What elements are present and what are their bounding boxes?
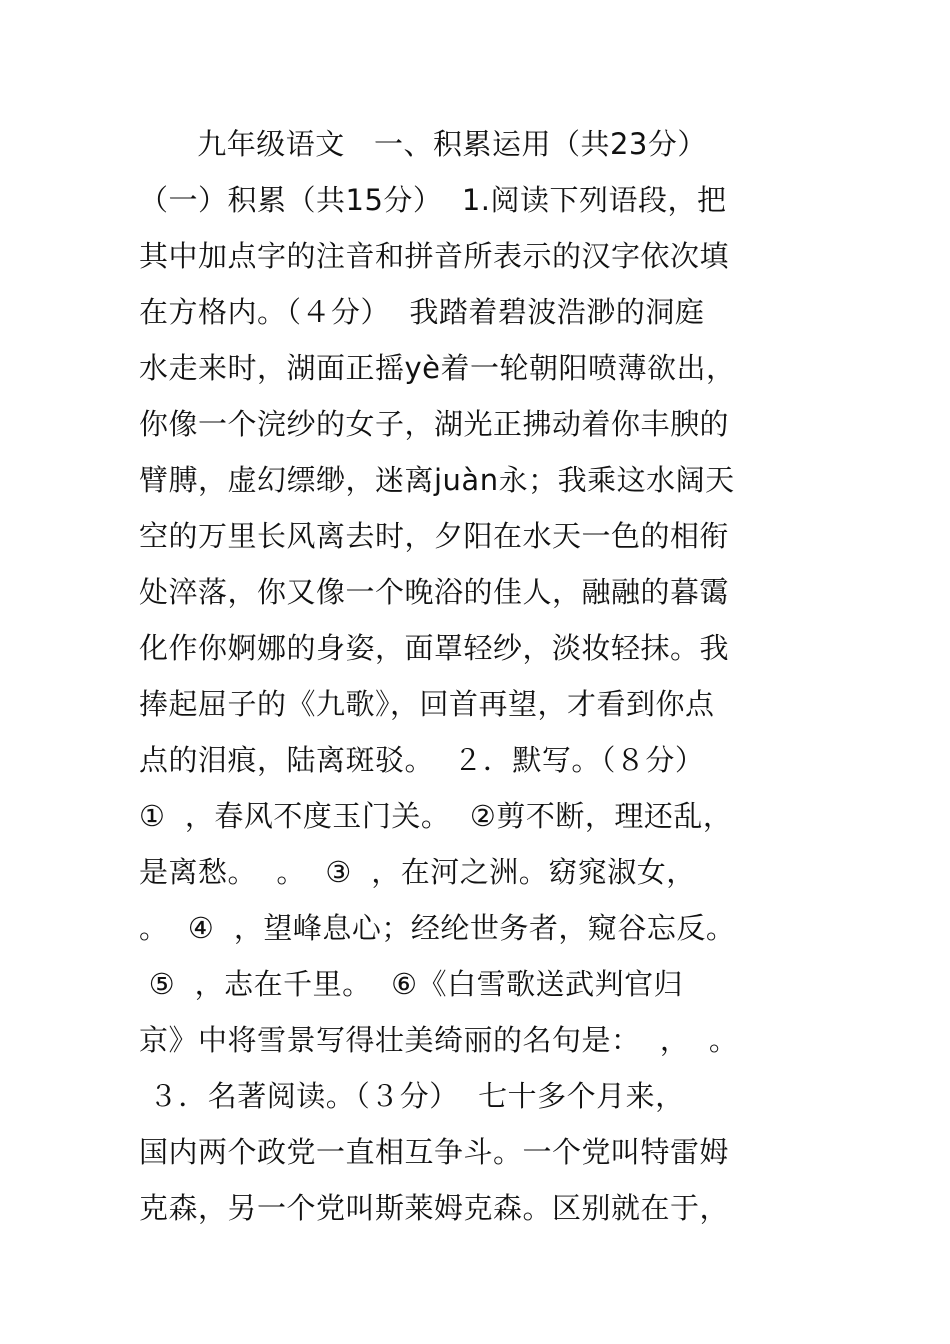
text-line: 在方格内。（４分） 我踏着碧波浩渺的洞庭 xyxy=(139,295,705,329)
text-line: 处淬落，你又像一个晚浴的佳人，融融的暮霭 xyxy=(139,575,730,609)
text-line: 克森，另一个党叫斯莱姆克森。区别就在于， xyxy=(139,1191,730,1225)
text-line: 空的万里长风离去时，夕阳在水天一色的相衔 xyxy=(139,519,730,553)
text-line: 九年级语文 一、积累运用（共23分） xyxy=(139,127,707,161)
text-line: 。 ④ ，望峰息心；经纶世务者，窥谷忘反。 xyxy=(139,911,736,945)
text-line: 点的泪痕，陆离斑驳。 ２．默写。（８分） xyxy=(139,743,705,777)
text-line: 捧起屈子的《九歌》，回首再望，才看到你点 xyxy=(139,687,715,721)
text-line: （一）积累（共15分） 1.阅读下列语段，把 xyxy=(139,183,727,217)
text-line: 你像一个浣纱的女子，湖光正拂动着你丰腴的 xyxy=(139,407,730,441)
document-body xyxy=(139,116,839,1236)
text-line: ① ，春风不度玉门关。 ②剪不断，理还乱， xyxy=(139,799,733,833)
text-line: 京》中将雪景写得壮美绮丽的名句是： ， 。 xyxy=(139,1023,739,1057)
text-line: ３．名著阅读。（３分） 七十多个月来， xyxy=(139,1079,685,1113)
text-line: 其中加点字的注音和拼音所表示的汉字依次填 xyxy=(139,239,730,273)
text-line: 是离愁。 。 ③ ，在河之洲。窈窕淑女， xyxy=(139,855,696,889)
text-line: 化作你婀娜的身姿，面罩轻纱，淡妆轻抹。我 xyxy=(139,631,730,665)
text-line: 水走来时，湖面正摇yè着一轮朝阳喷薄欲出， xyxy=(139,351,736,385)
text-line: 国内两个政党一直相互争斗。一个党叫特雷姆 xyxy=(139,1135,730,1169)
text-line: 臂膊，虚幻缥缈，迷离juàn永；我乘这水阔天 xyxy=(139,463,735,497)
text-line: ⑤ ，志在千里。 ⑥《白雪歌送武判官归 xyxy=(139,967,684,1001)
